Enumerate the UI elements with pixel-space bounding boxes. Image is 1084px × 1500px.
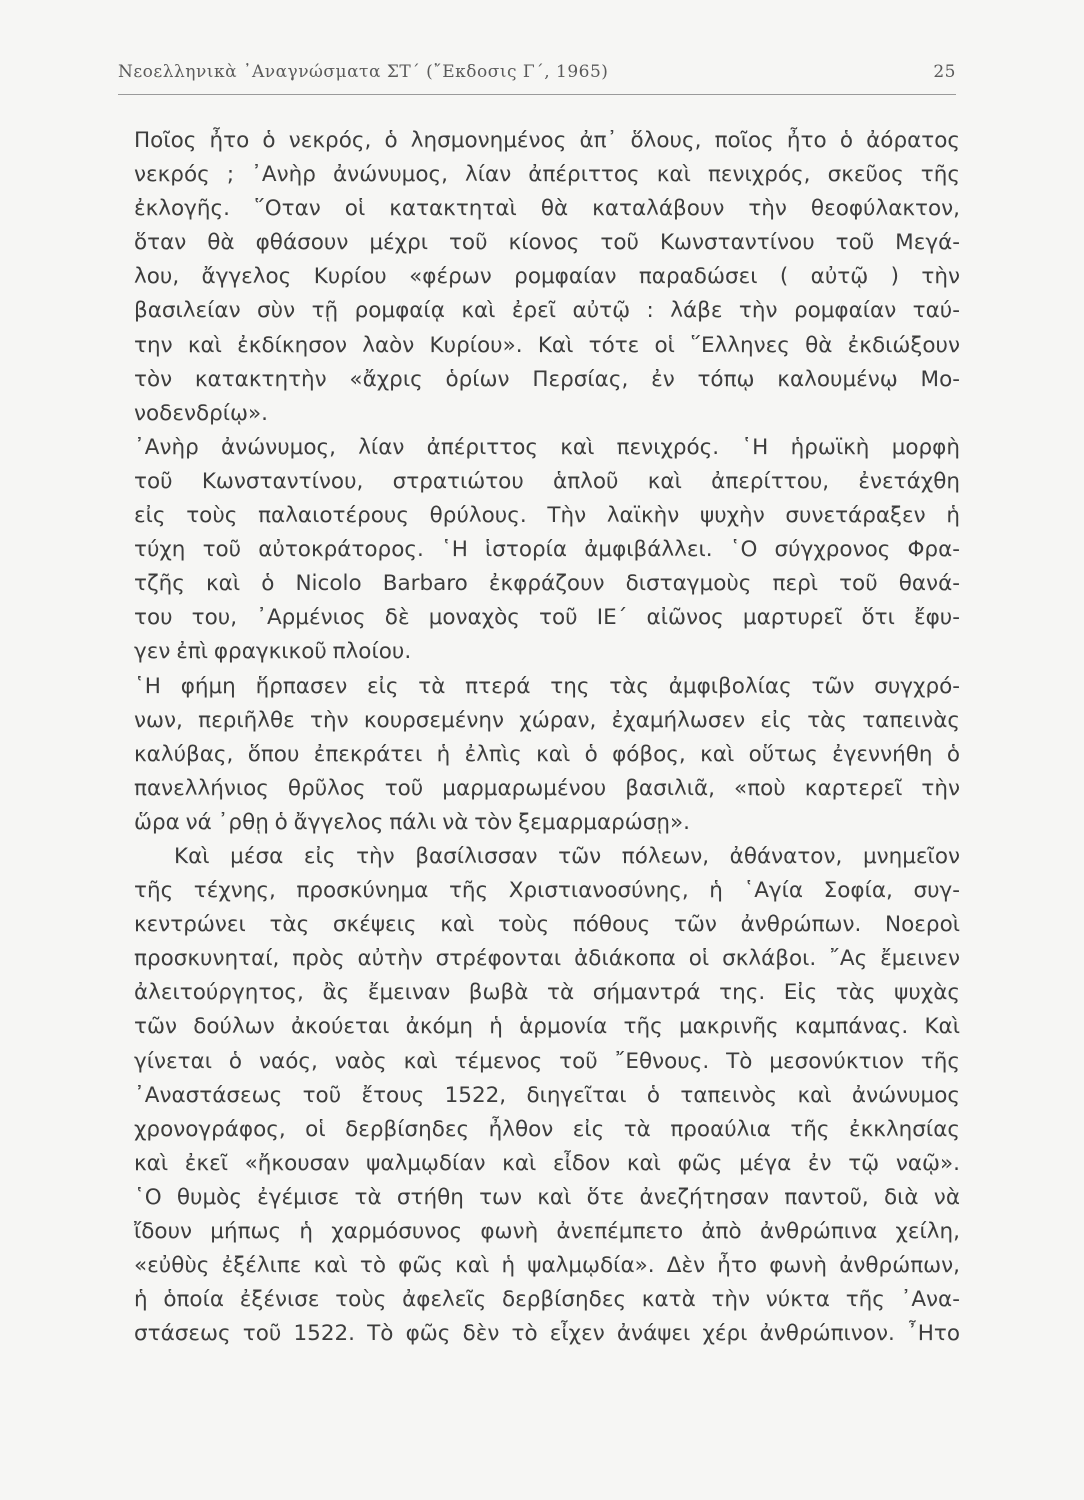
text-line: προσκυνηταί, πρὸς αὐτὴν στρέφονται ἀδιάκοπα οἱ σκλάβοι. ῎Ας ἔμεινεν	[134, 946, 960, 972]
text-line: νοδενδρίῳ».	[134, 400, 269, 426]
text-line: γίνεται ὁ ναός, ναὸς καὶ τέμενος τοῦ ῎Εθνους. Τὸ μεσονύκτιον τῆς	[134, 1048, 960, 1074]
text-line: ὥρα νά ᾿ρθῃ ὁ ἄγγελος πάλι νὰ τὸν ξεμαρμαρώσῃ».	[134, 809, 691, 835]
text-line: νων, περιῆλθε τὴν κουρσεμένην χώραν, ἐχαμήλωσεν εἰς τὰς ταπεινὰς	[134, 707, 960, 733]
header-rule	[118, 94, 956, 95]
text-line: πανελλήνιος θρῦλος τοῦ μαρμαρωμένου βασιλιᾶ, «ποὺ καρτερεῖ τὴν	[134, 775, 960, 801]
text-line: την καὶ ἐκδίκησον λαὸν Κυρίου». Καὶ τότε οἱ ῞Ελληνες θὰ ἐκδιώξουν	[134, 332, 960, 358]
text-line: κεντρώνει τὰς σκέψεις καὶ τοὺς πόθους τῶν ἀνθρώπων. Νοεροὶ	[134, 912, 960, 938]
text-line: νεκρός ; ᾿Ανὴρ ἀνώνυμος, λίαν ἀπέριττος καὶ πενιχρός, σκεῦος τῆς	[134, 162, 960, 188]
text-line: ἴδουν μήπως ἡ χαρμόσυνος φωνὴ ἀνεπέμπετο ἀπὸ ἀνθρώπινα χείλη,	[134, 1219, 960, 1244]
text-line: λου, ἄγγελος Κυρίου «φέρων ρομφαίαν παραδώσει ( αὐτῷ ) τὴν	[134, 264, 960, 290]
running-head	[118, 62, 956, 92]
page-number: 25	[933, 62, 956, 82]
text-line: τὸν κατακτητὴν «ἄχρις ὁρίων Περσίας, ἐν τόπῳ καλουμένῳ Μο-	[134, 366, 960, 392]
text-line: στάσεως τοῦ 1522. Τὸ φῶς δὲν τὸ εἶχεν ἀνάψει χέρι ἀνθρώπινον. ῏Ητο	[134, 1321, 960, 1347]
text-line: ᾿Ανὴρ ἀνώνυμος, λίαν ἀπέριττος καὶ πενιχρός. ῾Η ἡρωϊκὴ μορφὴ	[134, 434, 960, 460]
text-line: χρονογράφος, οἱ δερβίσηδες ἦλθον εἰς τὰ προαύλια τῆς ἐκκλησίας	[134, 1116, 960, 1142]
text-line: ᾿Αναστάσεως τοῦ ἔτους 1522, διηγεῖται ὁ ταπεινὸς καὶ ἀνώνυμος	[134, 1082, 960, 1108]
text-line: ῾Η φήμη ἥρπασεν εἰς τὰ πτερά της τὰς ἀμφιβολίας τῶν συγχρό-	[134, 673, 960, 699]
text-line: τζῆς καὶ ὁ Nicolo Barbaro ἐκφράζουν δισταγμοὺς περὶ τοῦ θανά-	[134, 571, 960, 597]
text-line: ὅταν θὰ φθάσουν μέχρι τοῦ κίονος τοῦ Κωνσταντίνου τοῦ Μεγά-	[134, 230, 960, 256]
text-line: ἀλειτούργητος, ἂς ἔμειναν βωβὰ τὰ σήμαντρά της. Εἰς τὰς ψυχὰς	[134, 980, 960, 1006]
text-line: εἰς τοὺς παλαιοτέρους θρύλους. Τὴν λαϊκὴν ψυχὴν συνετάραξεν ἡ	[134, 503, 960, 529]
text-line: τῶν δούλων ἀκούεται ἀκόμη ἡ ἁρμονία τῆς μακρινῆς καμπάνας. Καὶ	[134, 1014, 960, 1040]
text-line: ἐκλογῆς. ῞Οταν οἱ κατακτηταὶ θὰ καταλάβουν τὴν θεοφύλακτον,	[134, 196, 960, 222]
running-head-title: Νεοελληνικὰ ᾿Αναγνώσματα ΣΤ΄ (῎Εκδοσις Γ΄, 1965)	[118, 62, 609, 82]
text-line: καλύβας, ὅπου ἐπεκράτει ἡ ἐλπὶς καὶ ὁ φόβος, καὶ οὕτως ἐγεννήθη ὁ	[134, 741, 960, 767]
text-line: Ποῖος ἦτο ὁ νεκρός, ὁ λησμονημένος ἀπ᾿ ὅλους, ποῖος ἦτο ὁ ἀόρατος	[134, 128, 960, 153]
text-line: Καὶ μέσα εἰς τὴν βασίλισσαν τῶν πόλεων, ἀθάνατον, μνημεῖον	[174, 843, 960, 869]
text-line: του του, ᾿Αρμένιος δὲ μοναχὸς τοῦ ΙΕ΄ αἰῶνος μαρτυρεῖ ὅτι ἔφυ-	[134, 605, 960, 631]
text-line: ῾Ο θυμὸς ἐγέμισε τὰ στήθη των καὶ ὅτε ἀνεζήτησαν παντοῦ, διὰ νὰ	[134, 1184, 960, 1210]
text-line: τοῦ Κωνσταντίνου, στρατιώτου ἁπλοῦ καὶ ἀπερίττου, ἐνετάχθη	[134, 468, 960, 494]
text-line: ἡ ὁποία ἐξένισε τοὺς ἀφελεῖς δερβίσηδες κατὰ τὴν νύκτα τῆς ᾿Ανα-	[134, 1287, 960, 1313]
text-line: τύχη τοῦ αὐτοκράτορος. ῾Η ἱστορία ἀμφιβάλλει. ῾Ο σύγχρονος Φρα-	[134, 537, 960, 563]
text-line: καὶ ἐκεῖ «ἤκουσαν ψαλμῳδίαν καὶ εἶδον καὶ φῶς μέγα ἐν τῷ ναῷ».	[134, 1150, 960, 1176]
text-line: γεν ἐπὶ φραγκικοῦ πλοίου.	[134, 639, 412, 665]
body-text	[134, 124, 960, 1351]
text-line: τῆς τέχνης, προσκύνημα τῆς Χριστιανοσύνης, ἡ ῾Αγία Σοφία, συγ-	[134, 878, 960, 904]
text-line: βασιλείαν σὺν τῇ ρομφαίᾳ καὶ ἐρεῖ αὐτῷ : λάβε τὴν ρομφαίαν ταύ-	[134, 298, 960, 324]
text-line: «εὐθὺς ἐξέλιπε καὶ τὸ φῶς καὶ ἡ ψαλμῳδία». Δὲν ἦτο φωνὴ ἀνθρώπων,	[134, 1253, 960, 1279]
